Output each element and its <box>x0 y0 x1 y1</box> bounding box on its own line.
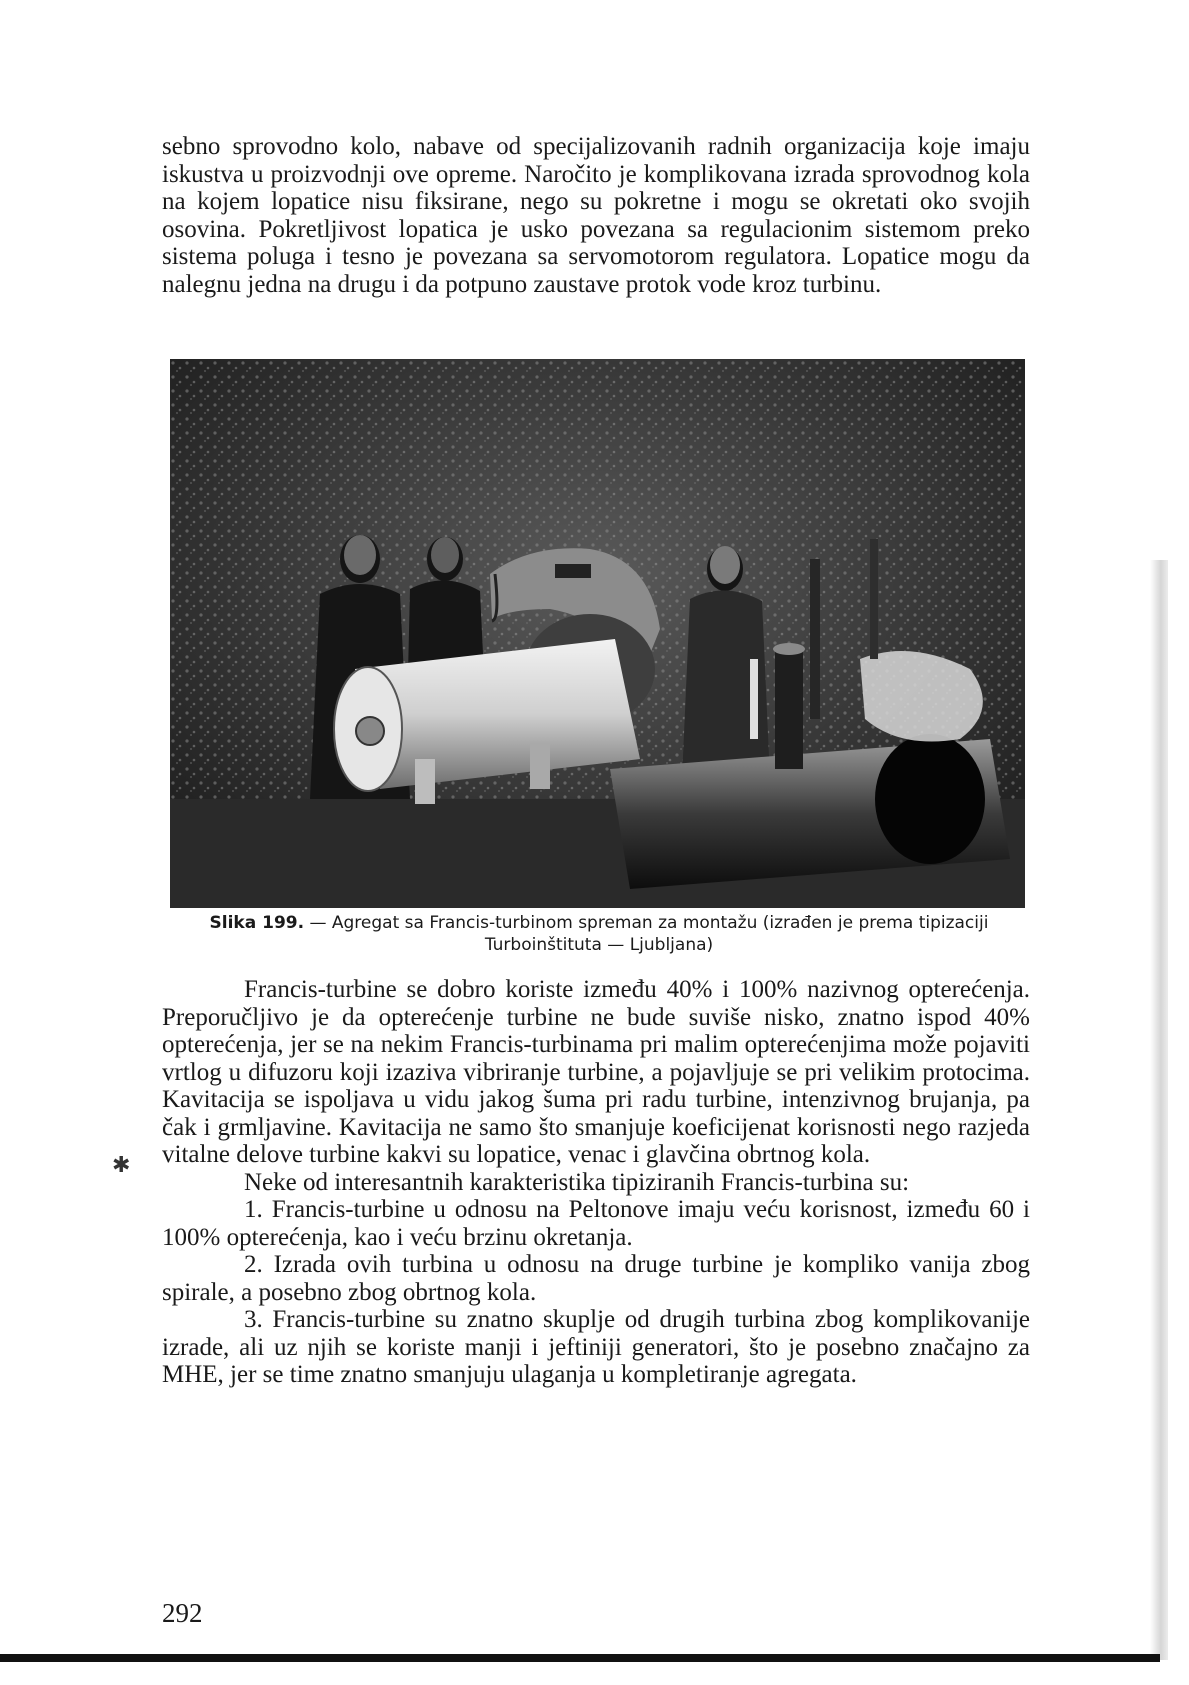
figure-caption <box>160 912 1038 956</box>
figure-photo-turbine-aggregate <box>170 359 1025 908</box>
figure-number: Slika 199. <box>209 913 305 933</box>
scan-bottom-edge <box>0 1654 1160 1662</box>
figure-caption-text: — Agregat sa Francis-turbinom spreman za montažu (izrađen je prema tipizaciji Turboinštituta — Ljubljana) <box>304 913 989 955</box>
paragraph: sebno sprovodno kolo, nabave od specijalizovanih radnih organizacija koje imaju iskustva u proizvodnji ove opreme. Naročito je komplikovana izrada sprovodnog kola na kojem lopatice nisu fiksirane, nego su pokretne i mogu se okretati oko svojih osovina. Pokretljivost lopatica je usko povezana sa regulacionim sistemom preko sistema poluga i tesno je povezana sa servomotorom regulatora. Lopatice mogu da nalegnu jedna na drugu i da potpuno zaustave protok vode kroz turbinu. <box>162 133 1030 298</box>
page-number: 292 <box>162 1598 203 1628</box>
paragraph: Francis-turbine se dobro koriste između 40% i 100% nazivnog opterećenja. Preporučljivo je da opterećenje turbine ne bude suviše nisko, znatno ispod 40% opterećenja, jer se na nekim Francis-turbinama pri malim opterećenjima može pojaviti vrtlog u difuzoru koji izaziva vibriranje turbine, a pojavljuje se pri velikim protocima. Kavitacija se ispoljava u vidu jakog šuma pri radu turbine, intenzivnog brujanja, pa čak i grmljavine. Kavitacija ne samo što smanjuje koeficijenat korisnosti nego razjeda vitalne delove turbine kakvi su lopatice, venac i glavčina obrtnog kola. <box>162 976 1030 1168</box>
main-paragraph-block <box>162 976 1030 1389</box>
scan-edge-shadow <box>1150 560 1168 1660</box>
paragraph: Neke od interesantnih karakteristika tipiziranih Francis-turbina su: <box>244 1168 910 1196</box>
list-item: 2. Izrada ovih turbina u odnosu na druge turbine je kompliko vanija zbog spirale, a posebno zbog obrtnog kola. <box>162 1251 1030 1306</box>
margin-asterisk-icon: ✱ <box>112 1152 131 1177</box>
top-paragraph-block <box>162 133 1030 298</box>
list-item: 1. Francis-turbine u odnosu na Peltonove imaju veću korisnost, između 60 i 100% opterećenja, kao i veću brzinu okretanja. <box>162 1196 1030 1251</box>
list-item: 3. Francis-turbine su znatno skuplje od drugih turbina zbog komplikovanije izrade, ali uz njih se koriste manji i jeftiniji generatori, što je posebno značajno za MHE, jer se time znatno smanjuju ulaganja u kompletiranje agregata. <box>162 1306 1030 1388</box>
